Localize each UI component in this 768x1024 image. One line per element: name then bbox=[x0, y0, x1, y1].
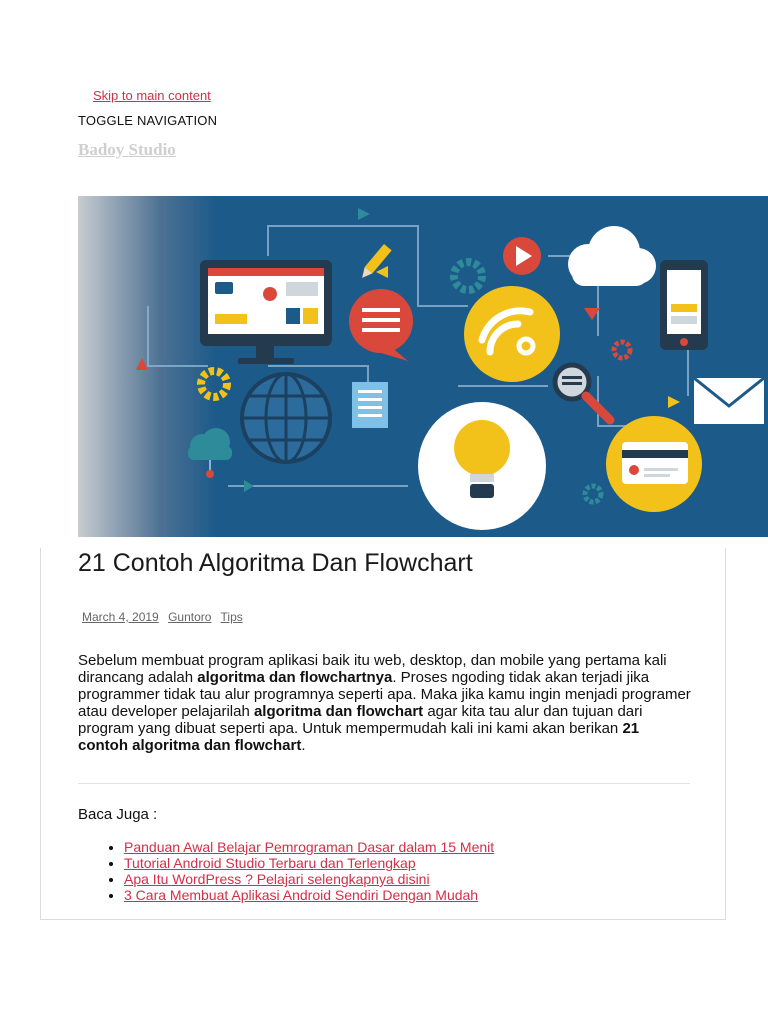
related-link[interactable]: Tutorial Android Studio Terbaru dan Terlengkap bbox=[124, 855, 416, 871]
related-link[interactable]: Apa Itu WordPress ? Pelajari selengkapnya disini bbox=[124, 871, 430, 887]
post-intro-paragraph bbox=[78, 652, 693, 754]
toggle-navigation-button[interactable]: TOGGLE NAVIGATION bbox=[78, 113, 218, 128]
intro-bold-2: algoritma dan flowchart bbox=[253, 703, 424, 720]
post-author-link[interactable]: Guntoro bbox=[168, 610, 212, 624]
list-item bbox=[124, 871, 494, 887]
baca-juga-label: Baca Juga : bbox=[78, 806, 158, 823]
intro-text-3: agar kita tau alur dan tujuan dari program yang dibuat seperti apa. Untuk mempermudah kali ini kami akan berikan bbox=[78, 703, 643, 737]
list-item bbox=[124, 855, 494, 871]
post-title: 21 Contoh Algoritma Dan Flowchart bbox=[78, 549, 473, 577]
related-link[interactable]: 3 Cara Membuat Aplikasi Android Sendiri Dengan Mudah bbox=[124, 887, 479, 903]
site-title-link[interactable]: Badoy Studio bbox=[78, 140, 176, 159]
list-item bbox=[124, 887, 494, 903]
post-meta bbox=[82, 610, 249, 624]
hero-image bbox=[78, 196, 768, 537]
intro-text-4: . bbox=[301, 737, 306, 754]
list-item bbox=[124, 839, 494, 855]
skip-to-main-content-link[interactable]: Skip to main content bbox=[93, 88, 211, 103]
intro-bold-3: 21 contoh algoritma dan flowchart bbox=[78, 720, 640, 754]
post-category-link[interactable]: Tips bbox=[220, 610, 243, 624]
divider bbox=[78, 783, 690, 784]
related-links-list bbox=[104, 839, 494, 903]
intro-text-1: Sebelum membuat program aplikasi baik itu web, desktop, dan mobile yang pertama kali dirancang adalah bbox=[78, 652, 667, 686]
post-date-link[interactable]: March 4, 2019 bbox=[82, 610, 159, 624]
intro-text-2: . Proses ngoding tidak akan terjadi jika programmer tidak tau alur programnya seperti apa. Maka jika kamu ingin menjadi programer atau developer pelajarilah bbox=[78, 669, 691, 720]
related-link[interactable]: Panduan Awal Belajar Pemrograman Dasar dalam 15 Menit bbox=[124, 839, 495, 855]
intro-bold-1: algoritma dan flowchartnya bbox=[197, 669, 393, 686]
